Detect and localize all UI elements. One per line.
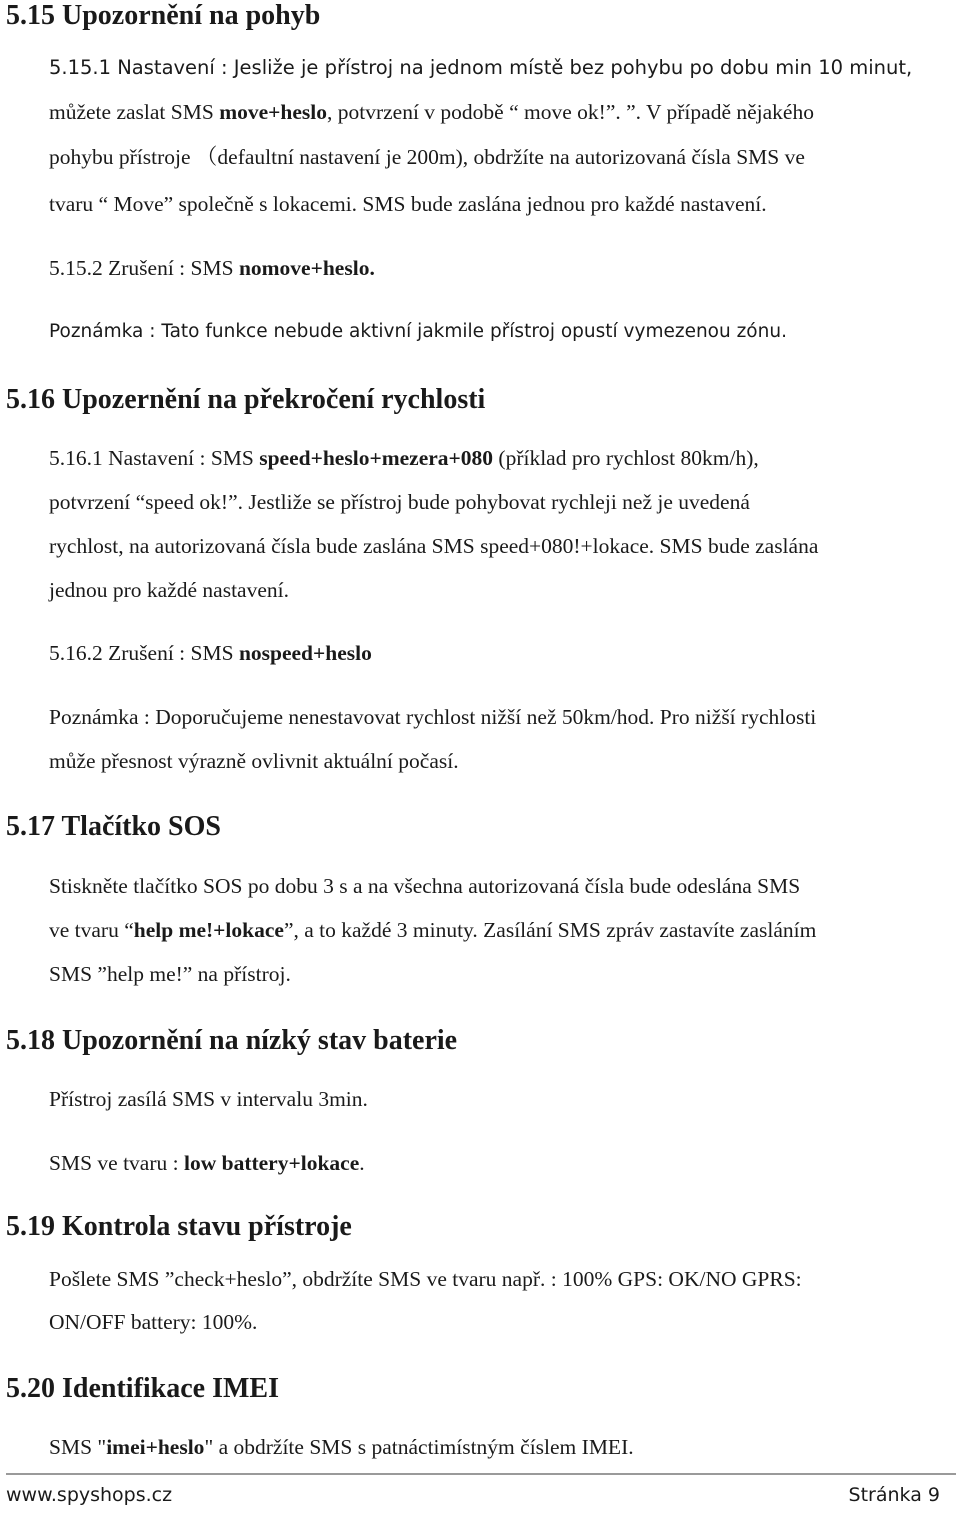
paragraph-line: potvrzení “speed ok!”. Jestliže se přístroj bude pohybovat rychleji než je uvedená (49, 490, 750, 514)
heading-5-18: 5.18 Upozornění na nízký stav baterie (6, 1025, 458, 1056)
cancel-line: 5.16.2 Zrušení : SMS nospeed+heslo (49, 641, 372, 665)
paragraph-line: ON/OFF battery: 100%. (49, 1310, 258, 1334)
note-line: Poznámka : Tato funkce nebude aktivní jakmile přístroj opustí vymezenou zónu. (49, 321, 787, 342)
paragraph-line: Pošlete SMS ”check+heslo”, obdržíte SMS ve tvaru např. : 100% GPS: OK/NO GPRS: (49, 1267, 802, 1291)
note-line: může přesnost výrazně ovlivnit aktuální počasí. (49, 749, 459, 773)
paragraph-line: pohybu přístroje （defaultní nastavení je 200m), obdržíte na autorizovaná čísla SMS ve (49, 145, 805, 169)
paragraph-line: SMS ve tvaru : low battery+lokace. (49, 1151, 365, 1175)
heading-5-15: 5.15 Upozornění na pohyb (6, 0, 321, 31)
footer-page-number: Stránka 9 (848, 1484, 940, 1506)
paragraph-line: tvaru “ Move” společně s lokacemi. SMS bude zaslána jednou pro každé nastavení. (49, 192, 767, 216)
paragraph-line: ve tvaru “help me!+lokace”, a to každé 3 minuty. Zasílání SMS zpráv zastavíte zasláním (49, 918, 817, 942)
paragraph-line: 5.15.1 Nastavení : Jesliže je přístroj na jednom místě bez pohybu po dobu min 10 minut, (49, 56, 913, 79)
paragraph-line: SMS ”help me!” na přístroj. (49, 962, 291, 986)
paragraph-line: Stiskněte tlačítko SOS po dobu 3 s a na všechna autorizovaná čísla bude odeslána SMS (49, 874, 801, 898)
paragraph-line: rychlost, na autorizovaná čísla bude zaslána SMS speed+080!+lokace. SMS bude zaslána (49, 534, 819, 558)
footer-website: www.spyshops.cz (6, 1484, 173, 1506)
paragraph-line: 5.16.1 Nastavení : SMS speed+heslo+mezera+080 (příklad pro rychlost 80km/h), (49, 446, 759, 470)
heading-5-16: 5.16 Upozernění na překročení rychlosti (6, 384, 486, 415)
note-line: Poznámka : Doporučujeme nenestavovat rychlost nižší než 50km/hod. Pro nižší rychlosti (49, 705, 817, 729)
paragraph-line: SMS "imei+heslo" a obdržíte SMS s patnáctimístným číslem IMEI. (49, 1435, 634, 1459)
heading-5-20: 5.20 Identifikace IMEI (6, 1373, 279, 1404)
heading-5-19: 5.19 Kontrola stavu přístroje (6, 1211, 352, 1242)
paragraph-line: jednou pro každé nastavení. (49, 578, 289, 602)
footer-divider (6, 1473, 956, 1475)
paragraph-line: můžete zaslat SMS move+heslo, potvrzení v podobě “ move ok!”. ”. V případě nějakého (49, 100, 814, 124)
cancel-line: 5.15.2 Zrušení : SMS nomove+heslo. (49, 256, 375, 280)
heading-5-17: 5.17 Tlačítko SOS (6, 811, 221, 842)
paragraph-line: Přístroj zasílá SMS v intervalu 3min. (49, 1087, 368, 1111)
